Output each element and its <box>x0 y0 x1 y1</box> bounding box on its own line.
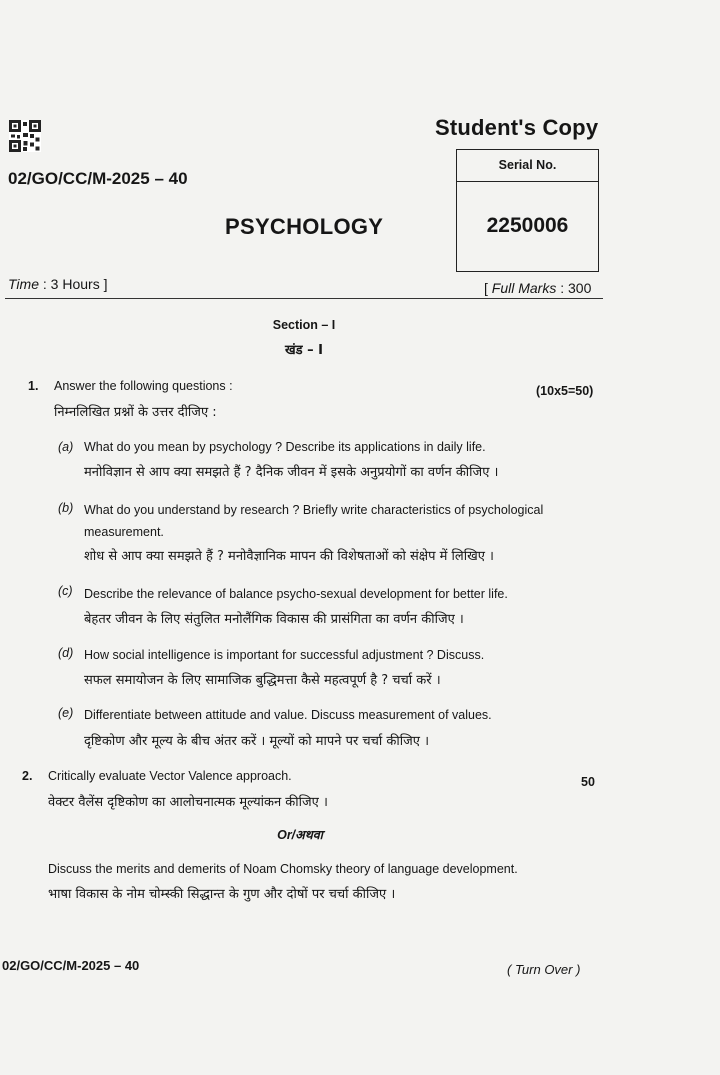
or-divider-label: Or/अथवा <box>277 828 323 842</box>
paper-code: 02/GO/CC/M-2025 – 40 <box>8 169 188 188</box>
q2-marks: 50 <box>581 775 595 789</box>
q1d-text-hi: सफल समायोजन के लिए सामाजिक बुद्धिमत्ता कैसे महत्वपूर्ण है ? चर्चा करें । <box>84 673 441 688</box>
q1a-text-hi: मनोविज्ञान से आप क्या समझते हैं ? दैनिक जीवन में इसके अनुप्रयोगों का वर्णन कीजिए । <box>84 465 499 480</box>
q2-number: 2. <box>22 769 33 783</box>
turn-over-note: ( Turn Over ) <box>507 962 581 977</box>
q2-text-hi: वेक्टर वैलेंस दृष्टिकोण का आलोचनात्मक मूल्यांकन कीजिए । <box>48 795 328 810</box>
q2-alt-text-hi: भाषा विकास के नोम चोम्स्की सिद्धान्त के गुण और दोषों पर चर्चा कीजिए । <box>48 887 396 902</box>
q1a-text-en: What do you mean by psychology ? Describe its applications in daily life. <box>84 440 486 454</box>
q1e-label: (e) <box>58 706 74 720</box>
serial-number-box <box>456 149 599 272</box>
footer-paper-code: 02/GO/CC/M-2025 – 40 <box>2 958 140 973</box>
q1-number: 1. <box>28 379 39 393</box>
serial-label: Serial No. <box>457 150 598 182</box>
marks-value: : 300 <box>560 280 592 296</box>
q1c-text-hi: बेहतर जीवन के लिए संतुलित मनोलैंगिक विकास की प्रासंगिता का वर्णन कीजिए । <box>84 612 464 627</box>
q1c-label: (c) <box>58 584 73 598</box>
q2-text-en: Critically evaluate Vector Valence approach. <box>48 769 292 783</box>
q1c-text-en: Describe the relevance of balance psycho-sexual development for better life. <box>84 587 508 601</box>
qr-code-icon <box>9 120 41 152</box>
q1e-text-hi: दृष्टिकोण और मूल्य के बीच अंतर करें । मूल्यों को मापने पर चर्चा कीजिए । <box>84 734 430 749</box>
section-title-en: Section – I <box>272 318 336 332</box>
q1d-label: (d) <box>58 646 74 660</box>
q1e-text-en: Differentiate between attitude and value. Discuss measurement of values. <box>84 708 492 722</box>
q1b-text-hi: शोध से आप क्या समझते हैं ? मनोवैज्ञानिक मापन की विशेषताओं को संक्षेप में लिखिए । <box>84 549 494 564</box>
q1-text-hi: निम्नलिखित प्रश्नों के उत्तर दीजिए : <box>54 405 217 420</box>
header-divider <box>5 298 603 299</box>
q1b-text-en: What do you understand by research ? Briefly write characteristics of psychological <box>84 503 544 517</box>
marks-bracket: [ <box>484 280 488 296</box>
q1d-text-en: How social intelligence is important for successful adjustment ? Discuss. <box>84 648 485 662</box>
q1b-text-en-cont: measurement. <box>84 525 164 539</box>
q1a-label: (a) <box>58 440 74 454</box>
time-label: Time <box>8 276 39 292</box>
marks-label: Full Marks <box>491 280 557 296</box>
serial-value: 2250006 <box>486 214 569 237</box>
full-marks <box>484 280 591 296</box>
time-value: : 3 Hours ] <box>42 276 108 292</box>
time-allowed <box>8 276 107 292</box>
q1b-label: (b) <box>58 501 74 515</box>
q1-marks: (10x5=50) <box>536 384 594 398</box>
section-title-hi: खंड – I <box>285 343 323 358</box>
subject-title: PSYCHOLOGY <box>225 214 384 239</box>
students-copy-heading: Student's Copy <box>435 115 599 140</box>
q1-text-en: Answer the following questions : <box>54 379 233 393</box>
q2-alt-text-en: Discuss the merits and demerits of Noam Chomsky theory of language development. <box>48 862 518 876</box>
